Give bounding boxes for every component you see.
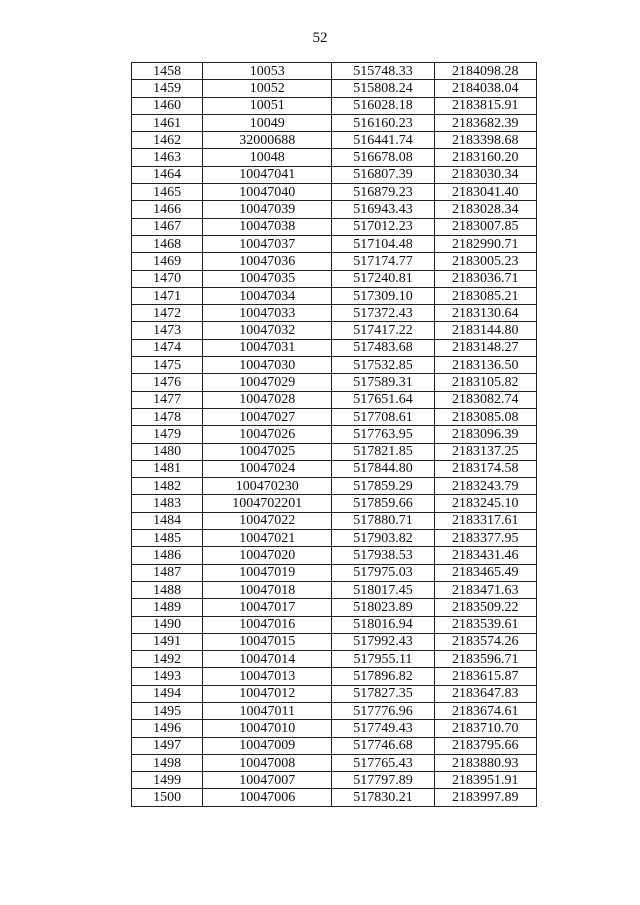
y-coordinate-cell: 2183160.20: [434, 149, 536, 166]
point-id-cell: 10047024: [203, 460, 332, 477]
point-number-cell: 1475: [132, 357, 203, 374]
table-row: [132, 253, 537, 270]
point-id-cell: 10047013: [203, 668, 332, 685]
x-coordinate-cell: 516943.43: [332, 201, 434, 218]
y-coordinate-cell: 2183085.08: [434, 408, 536, 425]
y-coordinate-cell: 2183880.93: [434, 754, 536, 771]
x-coordinate-cell: 517903.82: [332, 530, 434, 547]
point-id-cell: 10047036: [203, 253, 332, 270]
y-coordinate-cell: 2183085.21: [434, 287, 536, 304]
point-id-cell: 10047019: [203, 564, 332, 581]
x-coordinate-cell: 517975.03: [332, 564, 434, 581]
point-number-cell: 1468: [132, 235, 203, 252]
x-coordinate-cell: 517859.29: [332, 478, 434, 495]
y-coordinate-cell: 2183815.91: [434, 97, 536, 114]
point-id-cell: 10047039: [203, 201, 332, 218]
table-row: [132, 599, 537, 616]
point-number-cell: 1462: [132, 132, 203, 149]
table-row: [132, 63, 537, 80]
page-number: 52: [312, 30, 328, 46]
y-coordinate-cell: 2183509.22: [434, 599, 536, 616]
table-row: [132, 754, 537, 771]
table-row: [132, 166, 537, 183]
point-number-cell: 1499: [132, 772, 203, 789]
point-number-cell: 1470: [132, 270, 203, 287]
x-coordinate-cell: 517992.43: [332, 633, 434, 650]
table-row: [132, 149, 537, 166]
x-coordinate-cell: 517859.66: [332, 495, 434, 512]
point-number-cell: 1466: [132, 201, 203, 218]
point-number-cell: 1485: [132, 530, 203, 547]
x-coordinate-cell: 517749.43: [332, 720, 434, 737]
point-number-cell: 1480: [132, 443, 203, 460]
table-row: [132, 80, 537, 97]
table-row: [132, 235, 537, 252]
x-coordinate-cell: 516678.08: [332, 149, 434, 166]
x-coordinate-cell: 517104.48: [332, 235, 434, 252]
point-id-cell: 10047018: [203, 581, 332, 598]
x-coordinate-cell: 517708.61: [332, 408, 434, 425]
y-coordinate-cell: 2184038.04: [434, 80, 536, 97]
point-number-cell: 1490: [132, 616, 203, 633]
table-row: [132, 270, 537, 287]
x-coordinate-cell: 515808.24: [332, 80, 434, 97]
y-coordinate-cell: 2183951.91: [434, 772, 536, 789]
y-coordinate-cell: 2183674.61: [434, 702, 536, 719]
point-id-cell: 10047041: [203, 166, 332, 183]
x-coordinate-cell: 517372.43: [332, 305, 434, 322]
point-number-cell: 1476: [132, 374, 203, 391]
point-number-cell: 1498: [132, 754, 203, 771]
point-id-cell: 10051: [203, 97, 332, 114]
point-number-cell: 1482: [132, 478, 203, 495]
table-row: [132, 651, 537, 668]
point-number-cell: 1483: [132, 495, 203, 512]
y-coordinate-cell: 2183130.64: [434, 305, 536, 322]
y-coordinate-cell: 2183377.95: [434, 530, 536, 547]
y-coordinate-cell: 2183030.34: [434, 166, 536, 183]
table-row: [132, 530, 537, 547]
point-number-cell: 1459: [132, 80, 203, 97]
y-coordinate-cell: 2183028.34: [434, 201, 536, 218]
y-coordinate-cell: 2183465.49: [434, 564, 536, 581]
x-coordinate-cell: 517844.80: [332, 460, 434, 477]
coordinates-table: [131, 62, 537, 807]
table-row: [132, 737, 537, 754]
table-row: [132, 391, 537, 408]
point-number-cell: 1486: [132, 547, 203, 564]
table-row: [132, 132, 537, 149]
y-coordinate-cell: 2183682.39: [434, 114, 536, 131]
point-id-cell: 10047021: [203, 530, 332, 547]
y-coordinate-cell: 2183245.10: [434, 495, 536, 512]
point-number-cell: 1488: [132, 581, 203, 598]
x-coordinate-cell: 517797.89: [332, 772, 434, 789]
point-number-cell: 1492: [132, 651, 203, 668]
y-coordinate-cell: 2183398.68: [434, 132, 536, 149]
point-number-cell: 1472: [132, 305, 203, 322]
point-id-cell: 10047030: [203, 357, 332, 374]
table-row: [132, 322, 537, 339]
point-id-cell: 10047031: [203, 339, 332, 356]
table-row: [132, 512, 537, 529]
y-coordinate-cell: 2183137.25: [434, 443, 536, 460]
point-number-cell: 1477: [132, 391, 203, 408]
y-coordinate-cell: 2183795.66: [434, 737, 536, 754]
point-id-cell: 10047007: [203, 772, 332, 789]
point-number-cell: 1487: [132, 564, 203, 581]
point-id-cell: 10047040: [203, 184, 332, 201]
point-id-cell: 10047008: [203, 754, 332, 771]
point-number-cell: 1496: [132, 720, 203, 737]
point-id-cell: 10047009: [203, 737, 332, 754]
x-coordinate-cell: 517012.23: [332, 218, 434, 235]
x-coordinate-cell: 518023.89: [332, 599, 434, 616]
x-coordinate-cell: 518016.94: [332, 616, 434, 633]
x-coordinate-cell: 517174.77: [332, 253, 434, 270]
table-row: [132, 287, 537, 304]
table-row: [132, 97, 537, 114]
y-coordinate-cell: 2183036.71: [434, 270, 536, 287]
point-id-cell: 10047025: [203, 443, 332, 460]
point-id-cell: 10053: [203, 63, 332, 80]
table-row: [132, 426, 537, 443]
point-id-cell: 10047029: [203, 374, 332, 391]
point-id-cell: 10047010: [203, 720, 332, 737]
x-coordinate-cell: 517309.10: [332, 287, 434, 304]
point-number-cell: 1493: [132, 668, 203, 685]
point-number-cell: 1491: [132, 633, 203, 650]
table-row: [132, 789, 537, 806]
point-number-cell: 1473: [132, 322, 203, 339]
y-coordinate-cell: 2183596.71: [434, 651, 536, 668]
y-coordinate-cell: 2183647.83: [434, 685, 536, 702]
x-coordinate-cell: 517532.85: [332, 357, 434, 374]
point-id-cell: 10047035: [203, 270, 332, 287]
table-row: [132, 339, 537, 356]
point-id-cell: 10047038: [203, 218, 332, 235]
point-id-cell: 10047027: [203, 408, 332, 425]
table-row: [132, 702, 537, 719]
point-id-cell: 10052: [203, 80, 332, 97]
y-coordinate-cell: 2183148.27: [434, 339, 536, 356]
x-coordinate-cell: 516028.18: [332, 97, 434, 114]
table-row: [132, 720, 537, 737]
point-id-cell: 1004702201: [203, 495, 332, 512]
y-coordinate-cell: 2183243.79: [434, 478, 536, 495]
y-coordinate-cell: 2183136.50: [434, 357, 536, 374]
table-row: [132, 408, 537, 425]
y-coordinate-cell: 2183997.89: [434, 789, 536, 806]
table-row: [132, 668, 537, 685]
table-row: [132, 218, 537, 235]
x-coordinate-cell: 517651.64: [332, 391, 434, 408]
point-number-cell: 1474: [132, 339, 203, 356]
point-id-cell: 10047016: [203, 616, 332, 633]
table-row: [132, 495, 537, 512]
table-row: [132, 772, 537, 789]
table-row: [132, 443, 537, 460]
point-id-cell: 10047011: [203, 702, 332, 719]
y-coordinate-cell: 2183007.85: [434, 218, 536, 235]
y-coordinate-cell: 2183574.26: [434, 633, 536, 650]
y-coordinate-cell: 2182990.71: [434, 235, 536, 252]
point-number-cell: 1481: [132, 460, 203, 477]
point-id-cell: 10047022: [203, 512, 332, 529]
point-id-cell: 10047034: [203, 287, 332, 304]
point-number-cell: 1461: [132, 114, 203, 131]
y-coordinate-cell: 2183615.87: [434, 668, 536, 685]
point-number-cell: 1489: [132, 599, 203, 616]
table-row: [132, 184, 537, 201]
table-row: [132, 305, 537, 322]
table-row: [132, 547, 537, 564]
y-coordinate-cell: 2184098.28: [434, 63, 536, 80]
point-id-cell: 10047017: [203, 599, 332, 616]
y-coordinate-cell: 2183041.40: [434, 184, 536, 201]
y-coordinate-cell: 2183317.61: [434, 512, 536, 529]
point-id-cell: 10047033: [203, 305, 332, 322]
x-coordinate-cell: 517746.68: [332, 737, 434, 754]
x-coordinate-cell: 516441.74: [332, 132, 434, 149]
x-coordinate-cell: 517896.82: [332, 668, 434, 685]
table-row: [132, 357, 537, 374]
x-coordinate-cell: 517240.81: [332, 270, 434, 287]
point-number-cell: 1471: [132, 287, 203, 304]
x-coordinate-cell: 517483.68: [332, 339, 434, 356]
point-number-cell: 1458: [132, 63, 203, 80]
x-coordinate-cell: 516160.23: [332, 114, 434, 131]
x-coordinate-cell: 517417.22: [332, 322, 434, 339]
point-id-cell: 10047006: [203, 789, 332, 806]
point-number-cell: 1497: [132, 737, 203, 754]
point-number-cell: 1460: [132, 97, 203, 114]
point-number-cell: 1464: [132, 166, 203, 183]
x-coordinate-cell: 517589.31: [332, 374, 434, 391]
table-row: [132, 460, 537, 477]
point-id-cell: 10047015: [203, 633, 332, 650]
point-number-cell: 1500: [132, 789, 203, 806]
point-number-cell: 1479: [132, 426, 203, 443]
point-number-cell: 1467: [132, 218, 203, 235]
point-id-cell: 10048: [203, 149, 332, 166]
table-row: [132, 564, 537, 581]
y-coordinate-cell: 2183096.39: [434, 426, 536, 443]
x-coordinate-cell: 515748.33: [332, 63, 434, 80]
table-row: [132, 685, 537, 702]
point-id-cell: 10047012: [203, 685, 332, 702]
y-coordinate-cell: 2183144.80: [434, 322, 536, 339]
table-row: [132, 581, 537, 598]
table-body: [132, 63, 537, 807]
x-coordinate-cell: 517776.96: [332, 702, 434, 719]
x-coordinate-cell: 516879.23: [332, 184, 434, 201]
x-coordinate-cell: 517821.85: [332, 443, 434, 460]
x-coordinate-cell: 517880.71: [332, 512, 434, 529]
y-coordinate-cell: 2183105.82: [434, 374, 536, 391]
table-row: [132, 478, 537, 495]
y-coordinate-cell: 2183082.74: [434, 391, 536, 408]
point-number-cell: 1494: [132, 685, 203, 702]
point-id-cell: 10047032: [203, 322, 332, 339]
x-coordinate-cell: 517830.21: [332, 789, 434, 806]
y-coordinate-cell: 2183471.63: [434, 581, 536, 598]
point-number-cell: 1484: [132, 512, 203, 529]
y-coordinate-cell: 2183539.61: [434, 616, 536, 633]
point-id-cell: 10049: [203, 114, 332, 131]
table-row: [132, 374, 537, 391]
point-number-cell: 1495: [132, 702, 203, 719]
y-coordinate-cell: 2183005.23: [434, 253, 536, 270]
point-id-cell: 32000688: [203, 132, 332, 149]
x-coordinate-cell: 517765.43: [332, 754, 434, 771]
table-row: [132, 201, 537, 218]
point-id-cell: 10047020: [203, 547, 332, 564]
table-row: [132, 114, 537, 131]
point-number-cell: 1469: [132, 253, 203, 270]
point-number-cell: 1465: [132, 184, 203, 201]
table-row: [132, 633, 537, 650]
point-id-cell: 10047014: [203, 651, 332, 668]
table-row: [132, 616, 537, 633]
x-coordinate-cell: 517938.53: [332, 547, 434, 564]
point-number-cell: 1478: [132, 408, 203, 425]
y-coordinate-cell: 2183174.58: [434, 460, 536, 477]
x-coordinate-cell: 517763.95: [332, 426, 434, 443]
x-coordinate-cell: 517955.11: [332, 651, 434, 668]
x-coordinate-cell: 516807.39: [332, 166, 434, 183]
point-number-cell: 1463: [132, 149, 203, 166]
x-coordinate-cell: 517827.35: [332, 685, 434, 702]
point-id-cell: 10047026: [203, 426, 332, 443]
x-coordinate-cell: 518017.45: [332, 581, 434, 598]
point-id-cell: 100470230: [203, 478, 332, 495]
point-id-cell: 10047037: [203, 235, 332, 252]
y-coordinate-cell: 2183710.70: [434, 720, 536, 737]
y-coordinate-cell: 2183431.46: [434, 547, 536, 564]
point-id-cell: 10047028: [203, 391, 332, 408]
